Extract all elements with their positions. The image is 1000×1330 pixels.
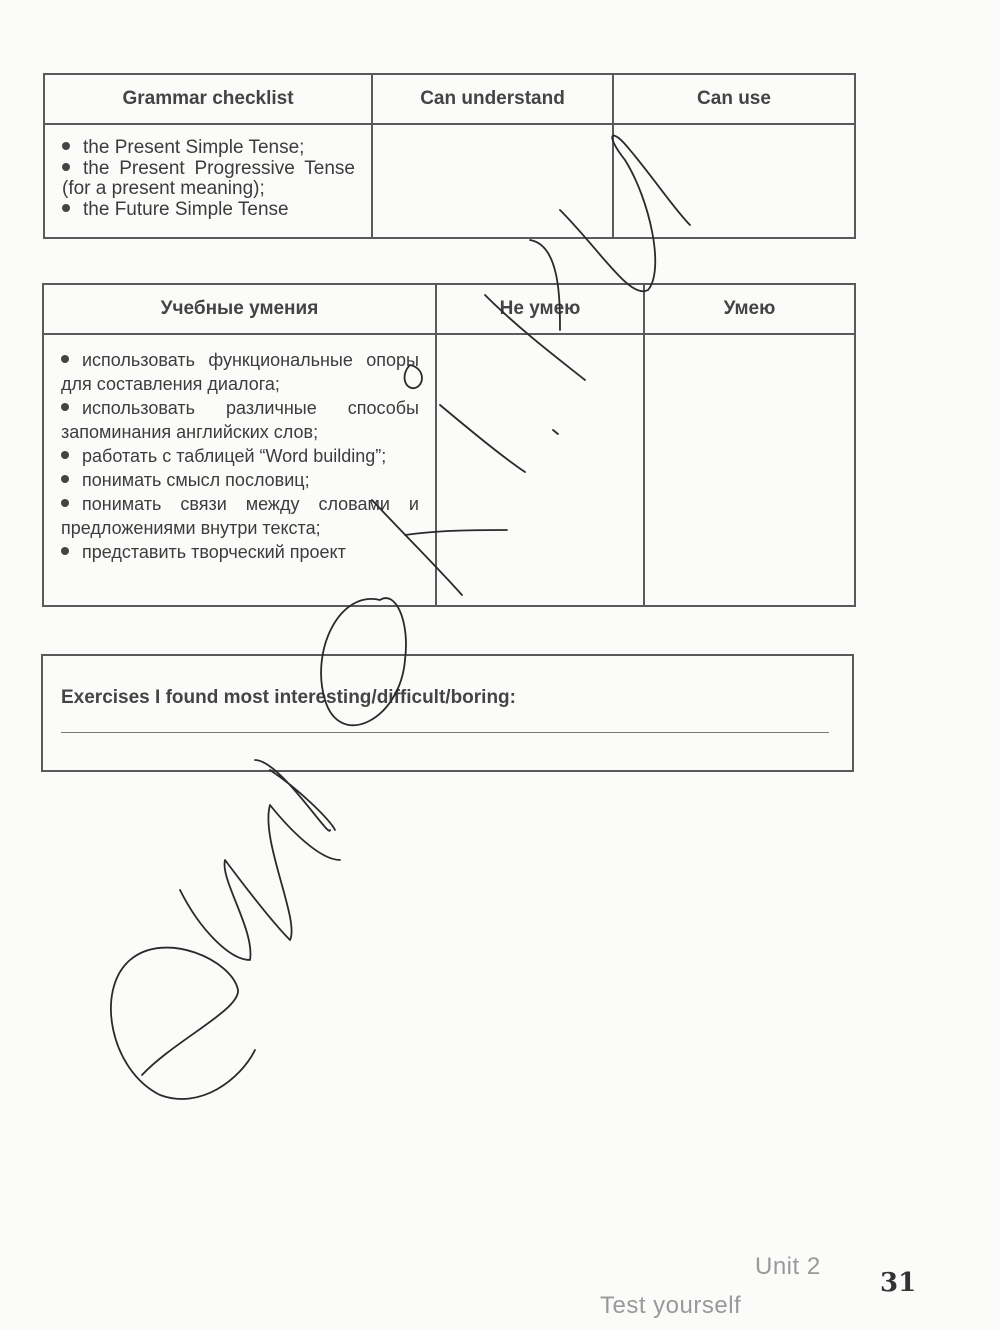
header-cannot: Не умею [436, 284, 644, 334]
header-grammar-checklist: Grammar checklist [44, 74, 372, 124]
grammar-items-cell [44, 124, 372, 238]
list-item: использовать функциональные опоры для составления диалога; [61, 350, 419, 394]
page-number: 31 [880, 1268, 917, 1298]
header-can-understand: Can understand [372, 74, 613, 124]
unit-label: Unit 2 [755, 1253, 821, 1280]
header-learning-skills: Учебные умения [43, 284, 436, 334]
learning-skills-table [42, 283, 856, 607]
list-item: понимать связи между словами и предложениями внутри текста; [61, 494, 419, 538]
cannot-cell[interactable] [436, 334, 644, 606]
section-label: Test yourself [600, 1292, 742, 1319]
grammar-list [45, 125, 371, 220]
answer-line[interactable] [61, 732, 829, 733]
list-item: работать с таблицей “Word building”; [61, 444, 419, 468]
skills-list [44, 335, 435, 564]
list-item: the Present Progressive Tense (for a present meaning); [62, 157, 355, 200]
exercises-label: Exercises I found most interesting/difficult/boring: [61, 687, 516, 708]
list-item: the Future Simple Tense [62, 200, 355, 221]
header-can: Умею [644, 284, 855, 334]
can-use-cell[interactable] [613, 124, 855, 238]
can-cell[interactable] [644, 334, 855, 606]
scribble-stroke [111, 948, 255, 1099]
list-item: the Present Simple Tense; [62, 138, 355, 159]
list-item: понимать смысл пословиц; [61, 468, 419, 492]
can-understand-cell[interactable] [372, 124, 613, 238]
skills-items-cell [43, 334, 436, 606]
list-item: использовать различные способы запоминания английских слов; [61, 398, 419, 442]
exercises-box [41, 654, 854, 772]
grammar-checklist-table [43, 73, 856, 239]
list-item: представить творческий проект [61, 540, 419, 564]
header-can-use: Can use [613, 74, 855, 124]
scribble-stroke [180, 805, 340, 960]
